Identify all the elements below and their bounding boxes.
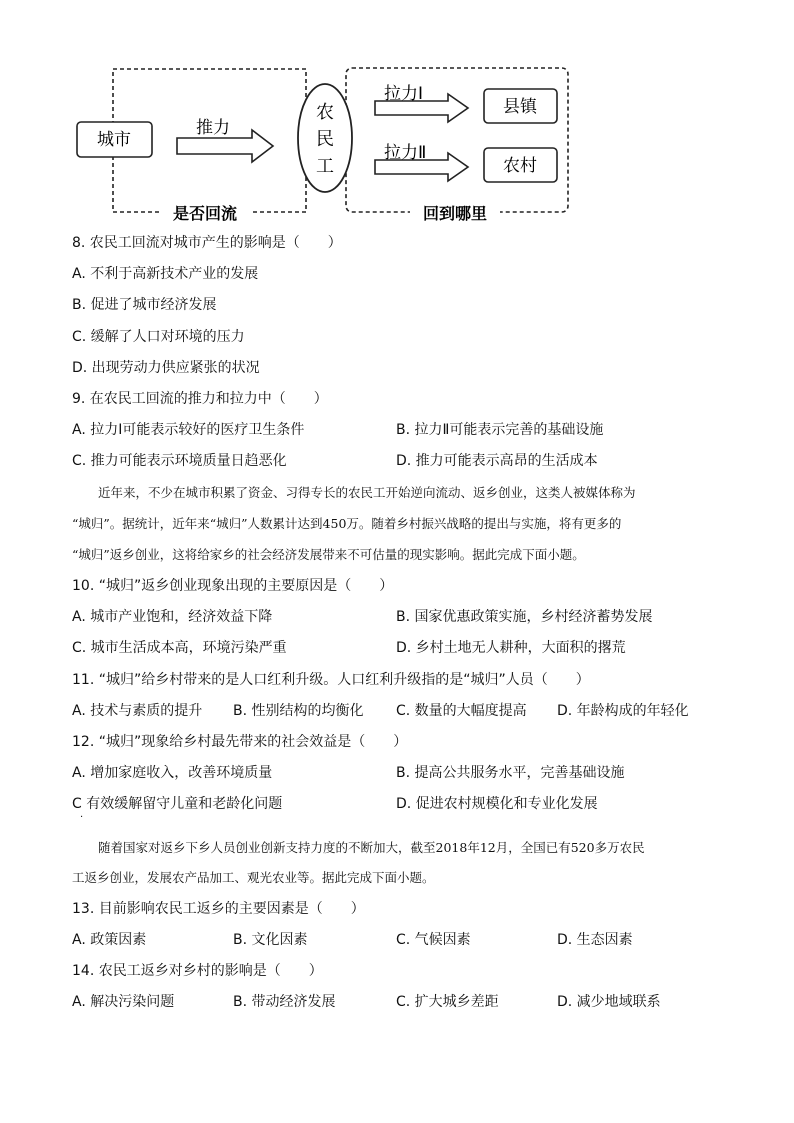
q10-option-c[interactable]: C. 城市生活成本高，环境污染严重 [72, 640, 287, 656]
q13-option-c[interactable]: C. 气候因素 [396, 932, 471, 948]
q10-option-a[interactable]: A. 城市产业饱和，经济效益下降 [72, 609, 273, 625]
passage-1-line-3: “城归”返乡创业，这将给家乡的社会经济发展带来不可估量的现实影响。据此完成下面小题。 [72, 547, 585, 562]
q8-option-d[interactable]: D. 出现劳动力供应紧张的状况 [72, 360, 260, 376]
q12-option-b[interactable]: B. 提高公共服务水平，完善基础设施 [396, 765, 625, 781]
q11-option-c[interactable]: C. 数量的大幅度提高 [396, 703, 527, 719]
q14-option-a[interactable]: A. 解决污染问题 [72, 994, 175, 1010]
stray-dot: · [80, 812, 84, 823]
q10-option-b[interactable]: B. 国家优惠政策实施，乡村经济蓄势发展 [396, 609, 653, 625]
q13-option-d[interactable]: D. 生态因素 [557, 932, 633, 948]
question-9-stem: 9. 在农民工回流的推力和拉力中（ ） [72, 391, 328, 407]
q13-option-b[interactable]: B. 文化因素 [233, 932, 308, 948]
pull1-label: 拉力Ⅰ [384, 84, 424, 104]
caption-right: 回到哪里 [422, 204, 488, 223]
migration-diagram [0, 0, 794, 230]
q9-option-b[interactable]: B. 拉力Ⅱ可能表示完善的基础设施 [396, 422, 604, 438]
q12-option-c[interactable]: C 有效缓解留守儿童和老龄化问题 [72, 796, 283, 812]
migrant-char-1: 农 [316, 102, 334, 123]
county-label: 县镇 [503, 97, 537, 117]
q9-option-a[interactable]: A. 拉力Ⅰ可能表示较好的医疗卫生条件 [72, 422, 305, 438]
passage-1-line-1: 近年来，不少在城市积累了资金、习得专长的农民工开始逆向流动、返乡创业，这类人被媒体称为 [98, 485, 636, 500]
passage-2-line-2: 工返乡创业，发展农产品加工、观光农业等。据此完成下面小题。 [72, 870, 435, 885]
passage-2-line-1: 随着国家对返乡下乡人员创业创新支持力度的不断加大，截至2018年12月，全国已有520多万农民 [98, 840, 645, 855]
q12-option-d[interactable]: D. 促进农村规模化和专业化发展 [396, 796, 598, 812]
q13-option-a[interactable]: A. 政策因素 [72, 932, 147, 948]
q9-option-c[interactable]: C. 推力可能表示环境质量日趋恶化 [72, 453, 287, 469]
city-label: 城市 [97, 130, 131, 150]
q14-option-c[interactable]: C. 扩大城乡差距 [396, 994, 499, 1010]
q8-option-b[interactable]: B. 促进了城市经济发展 [72, 297, 217, 313]
q11-option-b[interactable]: B. 性别结构的均衡化 [233, 703, 364, 719]
q11-option-d[interactable]: D. 年龄构成的年轻化 [557, 703, 689, 719]
question-8-stem: 8. 农民工回流对城市产生的影响是（ ） [72, 235, 342, 251]
q8-option-a[interactable]: A. 不利于高新技术产业的发展 [72, 266, 259, 282]
question-10-stem: 10. “城归”返乡创业现象出现的主要原因是（ ） [72, 578, 394, 594]
migrant-char-2: 民 [316, 129, 334, 150]
village-label: 农村 [503, 156, 537, 176]
question-12-stem: 12. “城归”现象给乡村最先带来的社会效益是（ ） [72, 734, 408, 750]
q8-option-c[interactable]: C. 缓解了人口对环境的压力 [72, 329, 245, 345]
question-14-stem: 14. 农民工返乡对乡村的影响是（ ） [72, 963, 323, 979]
passage-1-line-2: “城归”。据统计，近年来“城归”人数累计达到450万。随着乡村振兴战略的提出与实施，将有更多的 [72, 516, 622, 531]
q10-option-d[interactable]: D. 乡村土地无人耕种，大面积的撂荒 [396, 640, 626, 656]
migrant-char-3: 工 [316, 156, 334, 177]
q11-option-a[interactable]: A. 技术与素质的提升 [72, 703, 203, 719]
q12-option-a[interactable]: A. 增加家庭收入，改善环境质量 [72, 765, 273, 781]
q9-option-d[interactable]: D. 推力可能表示高昂的生活成本 [396, 453, 598, 469]
question-11-stem: 11. “城归”给乡村带来的是人口红利升级。人口红利升级指的是“城归”人员（ ） [72, 672, 590, 688]
pull2-label: 拉力Ⅱ [384, 143, 427, 163]
push-label: 推力 [196, 118, 230, 138]
q14-option-d[interactable]: D. 减少地域联系 [557, 994, 661, 1010]
caption-left: 是否回流 [172, 204, 238, 223]
question-13-stem: 13. 目前影响农民工返乡的主要因素是（ ） [72, 901, 365, 917]
q14-option-b[interactable]: B. 带动经济发展 [233, 994, 336, 1010]
